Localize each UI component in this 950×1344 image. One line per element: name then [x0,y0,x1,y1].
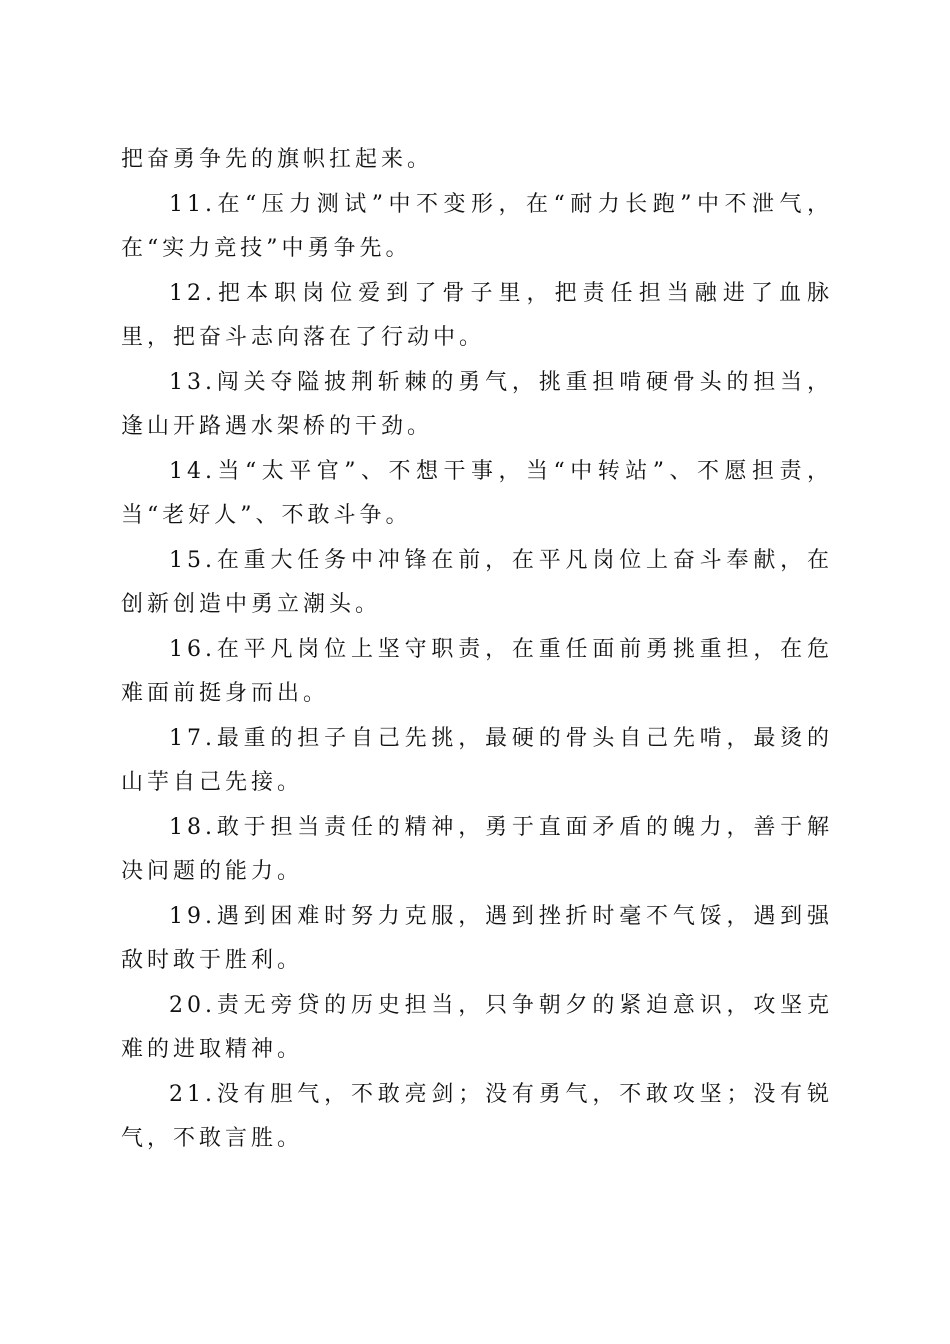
list-item-16: 16.在平凡岗位上坚守职责，在重任面前勇挑重担，在危难面前挺身而出。 [121,636,833,706]
continuation-paragraph: 把奋勇争先的旗帜扛起来。 [121,147,434,172]
list-item-11: 11.在“压力测试”中不变形，在“耐力长跑”中不泄气，在“实力竞技”中勇争先。 [121,191,833,261]
list-item-17: 17.最重的担子自己先挑，最硬的骨头自己先啃，最烫的山芋自己先接。 [121,725,833,795]
list-item-14: 14.当“太平官”、不想干事，当“中转站”、不愿担责，当“老好人”、不敢斗争。 [121,458,833,528]
document-body [121,138,833,1162]
list-item-21: 21.没有胆气，不敢亮剑；没有勇气，不敢攻坚；没有锐气，不敢言胜。 [121,1081,833,1151]
list-item-19: 19.遇到困难时努力克服，遇到挫折时毫不气馁，遇到强敌时敢于胜利。 [121,903,833,973]
list-item-13: 13.闯关夺隘披荆斩棘的勇气，挑重担啃硬骨头的担当，逢山开路遇水架桥的干劲。 [121,369,833,439]
list-item-15: 15.在重大任务中冲锋在前，在平凡岗位上奋斗奉献，在创新创造中勇立潮头。 [121,547,833,617]
list-item-12: 12.把本职岗位爱到了骨子里，把责任担当融进了血脉里，把奋斗志向落在了行动中。 [121,280,833,350]
list-item-18: 18.敢于担当责任的精神，勇于直面矛盾的魄力，善于解决问题的能力。 [121,814,833,884]
list-item-20: 20.责无旁贷的历史担当，只争朝夕的紧迫意识，攻坚克难的进取精神。 [121,992,833,1062]
